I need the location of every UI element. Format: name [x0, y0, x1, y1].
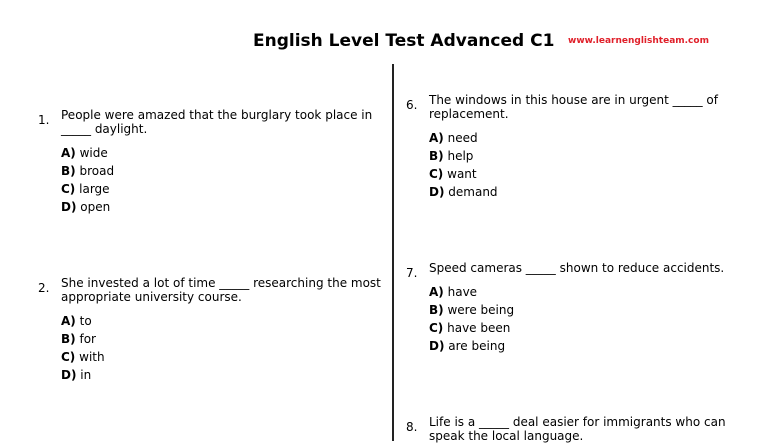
option-letter: A): [61, 146, 76, 160]
option-b[interactable]: [61, 330, 105, 348]
option-letter: C): [61, 350, 76, 364]
option-letter: D): [429, 339, 445, 353]
question-text: [61, 276, 381, 304]
option-text: have: [447, 285, 478, 299]
option-text: wide: [79, 146, 108, 160]
option-d[interactable]: [61, 198, 114, 216]
question-text: [429, 415, 726, 443]
options-list: [61, 144, 114, 216]
option-b[interactable]: [429, 301, 514, 319]
question-line: speak the local language.: [429, 429, 584, 443]
option-a[interactable]: [429, 283, 514, 301]
question-number: 1.: [38, 113, 50, 127]
question-line: replacement.: [429, 107, 509, 121]
option-text: are being: [448, 339, 506, 353]
option-text: help: [447, 149, 474, 163]
option-letter: B): [429, 303, 444, 317]
question-text: [61, 108, 372, 136]
question-line: The windows in this house are in urgent _____ of: [429, 93, 719, 107]
option-a[interactable]: [61, 312, 105, 330]
option-text: for: [79, 332, 96, 346]
option-letter: B): [61, 332, 76, 346]
question-line: _____ daylight.: [61, 122, 148, 136]
question-number: 8.: [406, 420, 418, 434]
option-text: have been: [447, 321, 511, 335]
question-number: 2.: [38, 281, 50, 295]
option-text: open: [80, 200, 111, 214]
option-letter: A): [429, 285, 444, 299]
page-title: English Level Test Advanced C1: [253, 31, 555, 51]
option-c[interactable]: [429, 319, 514, 337]
option-text: in: [80, 368, 92, 382]
option-text: want: [447, 167, 477, 181]
question-line: Speed cameras _____ shown to reduce accidents.: [429, 261, 725, 275]
option-letter: B): [429, 149, 444, 163]
option-letter: A): [429, 131, 444, 145]
option-d[interactable]: [61, 366, 105, 384]
question-text: [429, 93, 718, 121]
question-line: appropriate university course.: [61, 290, 242, 304]
option-letter: B): [61, 164, 76, 178]
question-line: Life is a _____ deal easier for immigrants who can: [429, 415, 726, 429]
option-letter: A): [61, 314, 76, 328]
option-text: large: [79, 182, 110, 196]
options-list: [61, 312, 105, 384]
option-d[interactable]: [429, 183, 498, 201]
question-number: 7.: [406, 266, 418, 280]
column-divider: [392, 64, 394, 441]
option-a[interactable]: [429, 129, 498, 147]
question-number: 6.: [406, 98, 418, 112]
option-letter: C): [429, 167, 444, 181]
question-line: People were amazed that the burglary took place in: [61, 108, 373, 122]
option-letter: C): [61, 182, 76, 196]
option-c[interactable]: [429, 165, 498, 183]
option-a[interactable]: [61, 144, 114, 162]
option-letter: D): [61, 200, 77, 214]
site-url: www.learnenglishteam.com: [568, 36, 709, 46]
option-text: demand: [448, 185, 498, 199]
option-text: need: [447, 131, 478, 145]
options-list: [429, 129, 498, 201]
option-letter: C): [429, 321, 444, 335]
question-line: She invested a lot of time _____ researching the most: [61, 276, 381, 290]
option-text: with: [79, 350, 105, 364]
option-b[interactable]: [429, 147, 498, 165]
option-c[interactable]: [61, 348, 105, 366]
option-letter: D): [61, 368, 77, 382]
option-d[interactable]: [429, 337, 514, 355]
question-text: [429, 261, 724, 275]
option-c[interactable]: [61, 180, 114, 198]
option-b[interactable]: [61, 162, 114, 180]
options-list: [429, 283, 514, 355]
option-text: were being: [447, 303, 515, 317]
option-text: broad: [79, 164, 115, 178]
option-letter: D): [429, 185, 445, 199]
option-text: to: [79, 314, 92, 328]
